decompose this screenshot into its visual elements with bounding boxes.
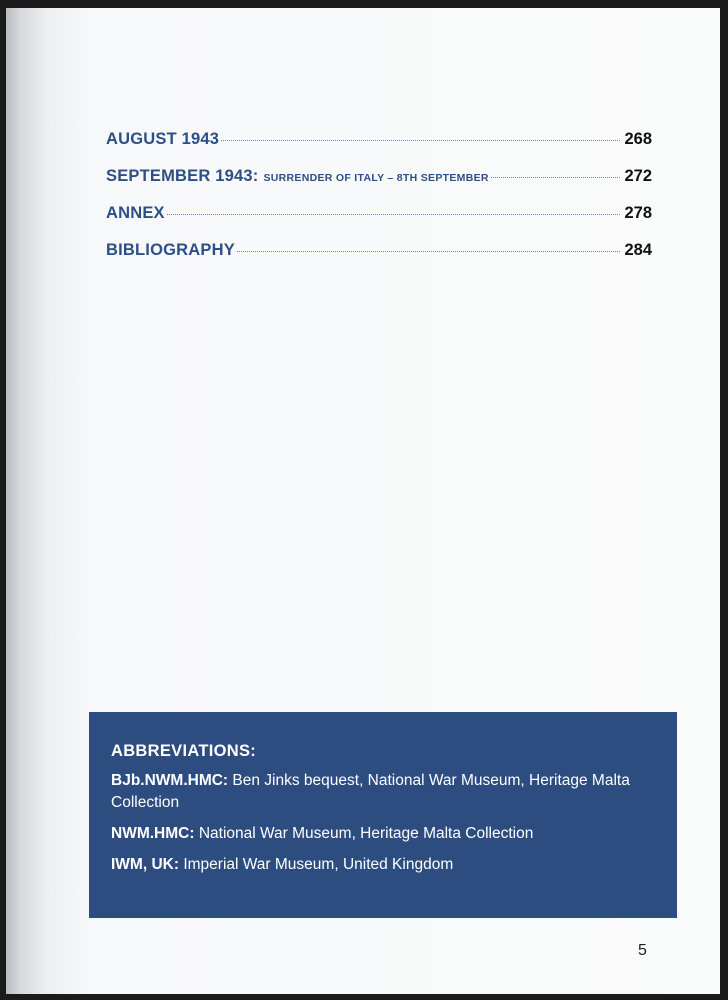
toc-entry-title: BIBLIOGRAPHY	[106, 241, 235, 259]
abbreviation-entry	[111, 854, 655, 876]
abbreviation-entry	[111, 770, 655, 814]
abbreviation-code: BJb.NWM.HMC:	[111, 772, 229, 789]
toc-entry-page: 278	[624, 204, 652, 222]
toc-entry-page: 284	[624, 241, 652, 259]
toc-entry-page: 272	[624, 167, 652, 185]
toc-entry-title: AUGUST 1943	[106, 130, 220, 148]
toc-dot-leader	[237, 251, 621, 252]
abbreviation-text: National War Museum, Heritage Malta Collection	[194, 825, 534, 842]
toc-entry-title: SEPTEMBER 1943:	[106, 167, 259, 185]
abbreviation-entry	[111, 823, 655, 845]
toc-dot-leader	[221, 140, 620, 141]
abbreviation-code: NWM.HMC:	[111, 825, 195, 842]
toc-dot-leader	[167, 214, 621, 215]
abbreviation-text: Imperial War Museum, United Kingdom	[179, 856, 454, 873]
page-number: 5	[638, 942, 647, 959]
toc-entry-title: ANNEX	[106, 204, 165, 222]
abbreviation-text: Ben Jinks bequest, National War Museum, Heritage Malta Collection	[111, 772, 630, 811]
toc-entry	[106, 204, 652, 241]
abbreviations-heading: ABBREVIATIONS:	[111, 742, 257, 760]
toc-entry	[106, 167, 652, 204]
abbreviation-code: IWM, UK:	[111, 856, 180, 873]
toc-dot-leader	[491, 177, 621, 178]
toc-entry	[106, 241, 652, 278]
toc-entry-page: 268	[624, 130, 652, 148]
table-of-contents	[106, 130, 652, 278]
toc-entry-subtitle: SURRENDER OF ITALY – 8TH SEPTEMBER	[263, 172, 489, 184]
toc-entry	[106, 130, 652, 167]
book-page	[6, 8, 720, 994]
abbreviations-box	[89, 712, 677, 918]
